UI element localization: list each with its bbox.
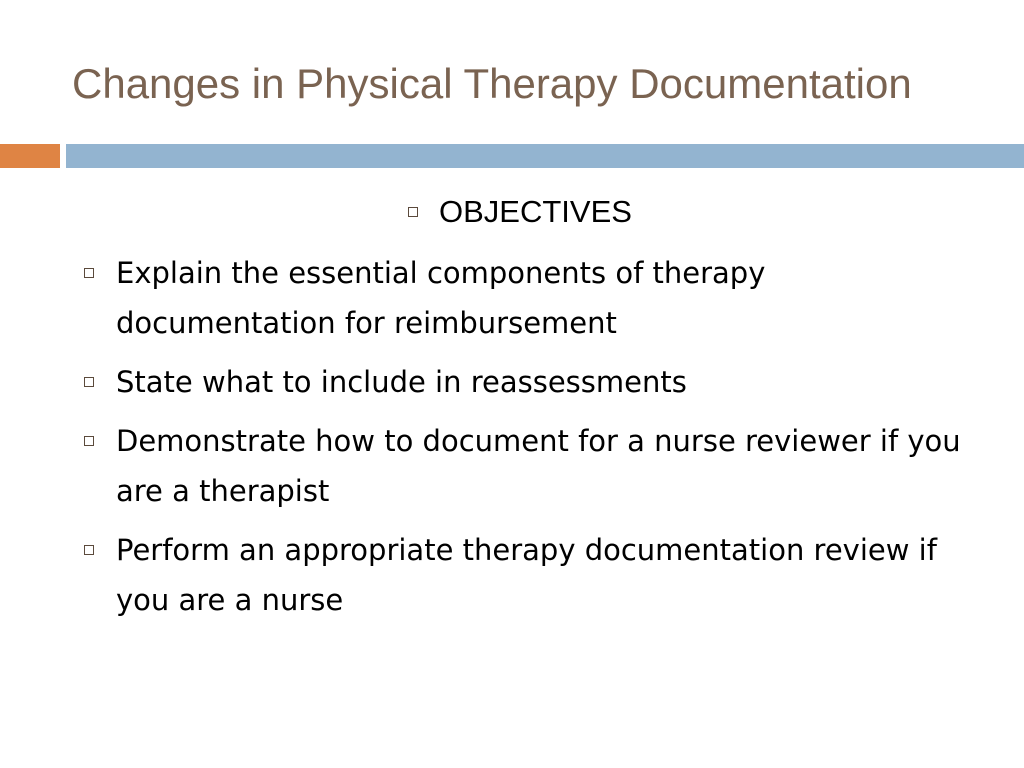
objective-text: Explain the essential components of therapy documentation for reimbursement bbox=[116, 256, 766, 340]
objectives-heading-text: OBJECTIVES bbox=[439, 194, 632, 229]
square-bullet-icon bbox=[84, 268, 94, 278]
objective-text: Demonstrate how to document for a nurse reviewer if you are a therapist bbox=[116, 424, 961, 508]
objective-item bbox=[84, 416, 984, 516]
square-bullet-icon bbox=[408, 207, 418, 217]
objective-text: State what to include in reassessments bbox=[116, 365, 687, 399]
objective-text: Perform an appropriate therapy documentation review if you are a nurse bbox=[116, 533, 937, 617]
square-bullet-icon bbox=[84, 436, 94, 446]
objectives-heading bbox=[408, 190, 632, 234]
objective-item bbox=[84, 525, 984, 625]
objective-item bbox=[84, 248, 984, 348]
accent-bar-blue bbox=[66, 144, 1024, 168]
objectives-list bbox=[84, 248, 984, 634]
square-bullet-icon bbox=[84, 377, 94, 387]
accent-bar-orange bbox=[0, 144, 60, 168]
square-bullet-icon bbox=[84, 545, 94, 555]
objective-item bbox=[84, 357, 984, 407]
slide-title: Changes in Physical Therapy Documentation bbox=[72, 60, 912, 107]
